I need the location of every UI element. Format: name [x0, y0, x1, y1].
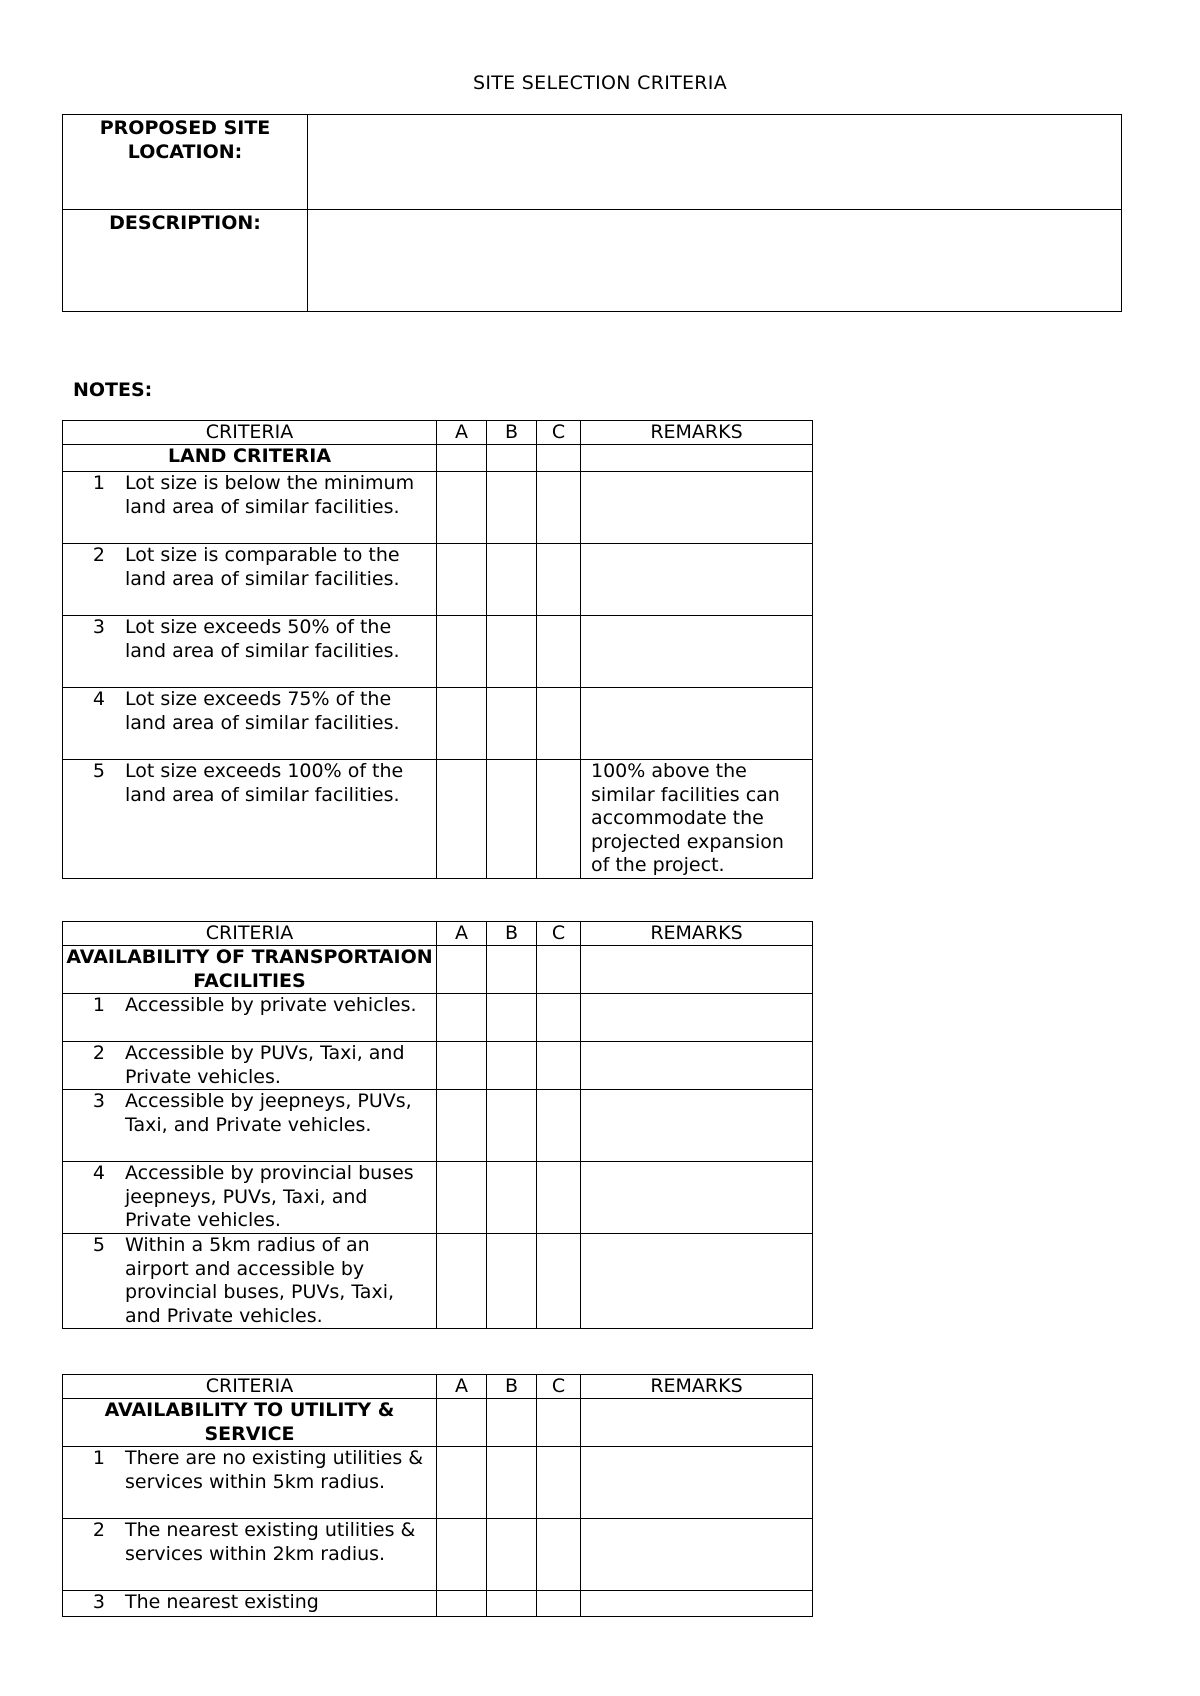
- cell-b[interactable]: [487, 1447, 537, 1519]
- item-text: Within a 5km radius of an airport and accessible by provincial buses, PUVs, Taxi, and Private vehicles.: [125, 1234, 395, 1327]
- header-b: B: [487, 421, 537, 445]
- cell-a[interactable]: [437, 1399, 487, 1447]
- cell-c[interactable]: [537, 445, 581, 472]
- cell-c[interactable]: [537, 994, 581, 1042]
- description-label: DESCRIPTION:: [63, 210, 308, 312]
- item-number: 1: [92, 1447, 105, 1469]
- cell-b[interactable]: [487, 1234, 537, 1329]
- cell-b[interactable]: [487, 472, 537, 544]
- cell-c[interactable]: [537, 688, 581, 760]
- page-title: SITE SELECTION CRITERIA: [472, 72, 728, 94]
- table-row: [63, 544, 813, 616]
- table-row: [63, 1447, 813, 1519]
- item-number: 4: [92, 688, 105, 710]
- cell-remarks[interactable]: [581, 1090, 813, 1162]
- cell-a[interactable]: [437, 1162, 487, 1234]
- cell-c[interactable]: [537, 1519, 581, 1591]
- cell-a[interactable]: [437, 1234, 487, 1329]
- item-text: Lot size is comparable to the land area of similar facilities.: [125, 544, 400, 590]
- cell-a[interactable]: [437, 472, 487, 544]
- header-b: B: [487, 922, 537, 946]
- cell-b[interactable]: [487, 445, 537, 472]
- table-row: [63, 472, 813, 544]
- notes-label: NOTES:: [73, 379, 153, 401]
- item-text: There are no existing utilities & services within 5km radius.: [125, 1447, 424, 1493]
- table-row: [63, 1162, 813, 1234]
- item-text: Accessible by provincial buses jeepneys, PUVs, Taxi, and Private vehicles.: [125, 1162, 414, 1231]
- cell-remarks[interactable]: [581, 544, 813, 616]
- header-c: C: [537, 421, 581, 445]
- header-remarks: REMARKS: [581, 421, 813, 445]
- cell-b[interactable]: [487, 616, 537, 688]
- item-text: Accessible by private vehicles.: [125, 994, 417, 1016]
- cell-c[interactable]: [537, 1042, 581, 1090]
- header-c: C: [537, 1375, 581, 1399]
- cell-b[interactable]: [487, 1399, 537, 1447]
- table-row: [63, 994, 813, 1042]
- item-number: 2: [92, 1519, 105, 1541]
- cell-c[interactable]: [537, 1399, 581, 1447]
- item-text: Lot size is below the minimum land area of similar facilities.: [125, 472, 415, 518]
- item-number: 3: [92, 616, 105, 638]
- cell-b[interactable]: [487, 994, 537, 1042]
- cell-c[interactable]: [537, 1447, 581, 1519]
- header-b: B: [487, 1375, 537, 1399]
- section-title: AVAILABILITY TO UTILITY & SERVICE: [63, 1399, 437, 1447]
- proposed-site-location-label: PROPOSED SITE LOCATION:: [63, 115, 308, 210]
- cell-c[interactable]: [537, 1234, 581, 1329]
- transportation-criteria-table: [62, 921, 813, 1329]
- table-row: [63, 1519, 813, 1591]
- header-criteria: CRITERIA: [63, 922, 437, 946]
- table-row: [63, 760, 813, 879]
- table-row: [63, 1234, 813, 1329]
- cell-remarks[interactable]: [581, 1234, 813, 1329]
- cell-remarks[interactable]: [581, 616, 813, 688]
- cell-b[interactable]: [487, 1519, 537, 1591]
- cell-remarks[interactable]: [581, 1519, 813, 1591]
- cell-remarks[interactable]: [581, 1162, 813, 1234]
- cell-c[interactable]: [537, 472, 581, 544]
- utility-service-criteria-table: [62, 1374, 813, 1617]
- cell-b[interactable]: [487, 1162, 537, 1234]
- item-number: 2: [92, 1042, 105, 1064]
- item-number: 1: [92, 472, 105, 494]
- cell-remarks[interactable]: [581, 946, 813, 994]
- table-row: [63, 1042, 813, 1090]
- header-remarks: REMARKS: [581, 922, 813, 946]
- table-row: [63, 1591, 813, 1617]
- table-row: [63, 688, 813, 760]
- cell-c[interactable]: [537, 946, 581, 994]
- header-criteria: CRITERIA: [63, 421, 437, 445]
- cell-remarks[interactable]: 100% above the similar facilities can accommodate the projected expansion of the project.: [581, 760, 813, 879]
- header-a: A: [437, 922, 487, 946]
- cell-a[interactable]: [437, 616, 487, 688]
- cell-a[interactable]: [437, 1090, 487, 1162]
- item-text: Accessible by jeepneys, PUVs, Taxi, and Private vehicles.: [125, 1090, 412, 1136]
- table-row: [63, 1090, 813, 1162]
- cell-remarks[interactable]: [581, 445, 813, 472]
- item-number: 1: [92, 994, 105, 1016]
- cell-c[interactable]: [537, 616, 581, 688]
- cell-a[interactable]: [437, 1519, 487, 1591]
- item-number: 5: [92, 760, 105, 782]
- cell-a[interactable]: [437, 760, 487, 879]
- cell-b[interactable]: [487, 1042, 537, 1090]
- item-text: Accessible by PUVs, Taxi, and Private vehicles.: [125, 1042, 405, 1088]
- header-a: A: [437, 1375, 487, 1399]
- item-number: 3: [92, 1090, 105, 1112]
- land-criteria-table: [62, 420, 813, 879]
- item-text: The nearest existing utilities & services within 2km radius.: [125, 1519, 416, 1565]
- section-title: LAND CRITERIA: [63, 445, 437, 472]
- cell-remarks[interactable]: [581, 1447, 813, 1519]
- cell-c[interactable]: [537, 760, 581, 879]
- item-number: 3: [92, 1591, 105, 1613]
- cell-c[interactable]: [537, 544, 581, 616]
- cell-b[interactable]: [487, 688, 537, 760]
- cell-c[interactable]: [537, 1162, 581, 1234]
- description-field[interactable]: [308, 210, 1122, 312]
- cell-remarks[interactable]: [581, 1042, 813, 1090]
- item-text: Lot size exceeds 50% of the land area of similar facilities.: [125, 616, 400, 662]
- cell-remarks[interactable]: [581, 472, 813, 544]
- table-row: [63, 616, 813, 688]
- proposed-site-location-field[interactable]: [308, 115, 1122, 210]
- cell-a[interactable]: [437, 946, 487, 994]
- cell-a[interactable]: [437, 994, 487, 1042]
- cell-b[interactable]: [487, 1090, 537, 1162]
- item-number: 4: [92, 1162, 105, 1184]
- cell-a[interactable]: [437, 445, 487, 472]
- header-remarks: REMARKS: [581, 1375, 813, 1399]
- header-c: C: [537, 922, 581, 946]
- section-title: AVAILABILITY OF TRANSPORTAION FACILITIES: [63, 946, 437, 994]
- cell-remarks[interactable]: [581, 1591, 813, 1617]
- cell-a[interactable]: [437, 544, 487, 616]
- cell-a[interactable]: [437, 1042, 487, 1090]
- site-info-table: [62, 114, 1122, 312]
- item-text: Lot size exceeds 100% of the land area of similar facilities.: [125, 760, 404, 806]
- cell-c[interactable]: [537, 1591, 581, 1617]
- cell-remarks[interactable]: [581, 994, 813, 1042]
- cell-b[interactable]: [487, 1591, 537, 1617]
- cell-a[interactable]: [437, 1447, 487, 1519]
- cell-b[interactable]: [487, 946, 537, 994]
- cell-remarks[interactable]: [581, 688, 813, 760]
- header-a: A: [437, 421, 487, 445]
- cell-a[interactable]: [437, 688, 487, 760]
- item-number: 5: [92, 1234, 105, 1256]
- item-text: The nearest existing: [125, 1591, 319, 1613]
- cell-c[interactable]: [537, 1090, 581, 1162]
- item-text: Lot size exceeds 75% of the land area of similar facilities.: [125, 688, 400, 734]
- header-criteria: CRITERIA: [63, 1375, 437, 1399]
- cell-remarks[interactable]: [581, 1399, 813, 1447]
- item-number: 2: [92, 544, 105, 566]
- cell-a[interactable]: [437, 1591, 487, 1617]
- cell-b[interactable]: [487, 760, 537, 879]
- cell-b[interactable]: [487, 544, 537, 616]
